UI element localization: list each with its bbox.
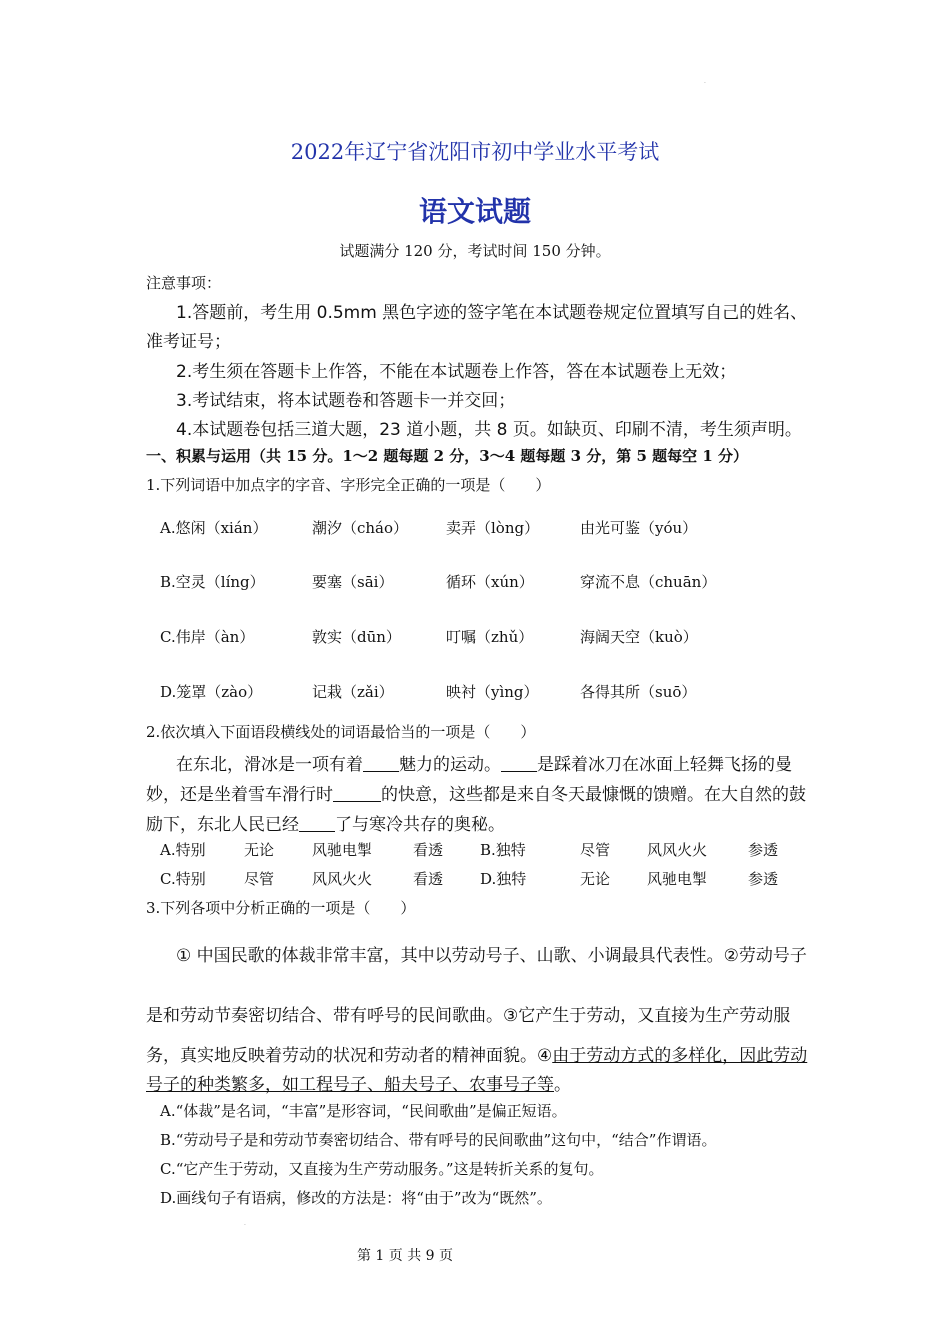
q3-stem: 3.下列各项中分析正确的一项是（ ） (146, 899, 416, 917)
q2-opt-a-3: 风驰电掣 (312, 841, 373, 859)
q2-stem: 2.依次填入下面语段横线处的词语最恰当的一项是（ ） (146, 723, 536, 741)
q3-underlined-sentence: 由于劳动方式的多样化，因此劳动 (552, 1046, 808, 1066)
q3-underlined-sentence: 号子的种类繁多，如工程号子、船夫号子、农事号子等 (146, 1075, 554, 1095)
q3-para-line-3 (146, 1041, 807, 1066)
q2-para-line-3 (146, 810, 505, 835)
q2-para-line-2 (146, 780, 806, 805)
q3-para-line-2: 是和劳动节奏密切结合、带有呼号的民间歌曲。③它产生于劳动，又直接为生产劳动服 (146, 1006, 791, 1026)
q3-para-line-1: ① 中国民歌的体裁非常丰富，其中以劳动号子、山歌、小调最具代表性。②劳动号子 (176, 946, 807, 966)
q1-option-c-2: 敦实（dūn） (312, 628, 401, 646)
q2-opt-b-2: 尽管 (580, 841, 611, 859)
fill-blank-3 (333, 785, 381, 802)
q2-opt-d-2: 无论 (580, 870, 611, 888)
q2-opt-a-1: A.特别 (160, 841, 206, 859)
fill-blank-2 (501, 755, 537, 772)
q1-option-d-2: 记栽（zǎi） (312, 683, 394, 701)
q2-text: 的快意，这些都是来自冬天最慷慨的馈赠。在大自然的鼓 (381, 785, 806, 805)
subject-title: 语文试题 (418, 195, 531, 228)
q3-option-a: A.“体裁”是名词，“丰富”是形容词，“民间歌曲”是偏正短语。 (160, 1102, 567, 1120)
section-heading: 一、积累与运用（共 15 分。1～2 题每题 2 分，3～4 题每题 3 分，第 5 题每空 1 分） (146, 447, 749, 465)
scan-speck: · (704, 80, 706, 87)
notice-item-3: 3.考试结束，将本试题卷和答题卡一并交回； (176, 391, 516, 411)
q1-option-c-1: C.伟岸（àn） (160, 628, 255, 646)
q2-opt-a-2: 无论 (244, 841, 275, 859)
q1-option-b-2: 要塞（sāi） (312, 573, 394, 591)
q2-opt-a-4: 看透 (413, 841, 444, 859)
notice-item-1-cont: 准考证号； (146, 332, 231, 352)
scan-speck: · (244, 1222, 246, 1229)
q1-option-c-3: 叮嘱（zhǔ） (446, 628, 534, 646)
notice-heading: 注意事项： (146, 274, 222, 292)
q1-option-a-4: 由光可鉴（yóu） (580, 519, 698, 537)
q1-option-a-1: A.悠闲（xián） (160, 519, 268, 537)
q2-opt-d-1: D.独特 (480, 870, 527, 888)
q2-opt-c-4: 看透 (413, 870, 444, 888)
q2-text: 是踩着冰刀在冰面上轻舞飞扬的曼 (537, 755, 792, 775)
q3-text: 务，真实地反映着劳动的状况和劳动者的精神面貌。④ (146, 1046, 553, 1066)
q2-opt-b-1: B.独特 (480, 841, 526, 859)
q2-opt-b-3: 风风火火 (647, 841, 708, 859)
q2-opt-c-2: 尽管 (244, 870, 275, 888)
q1-option-d-1: D.笼罩（zào） (160, 683, 263, 701)
q2-text: 魅力的运动。 (399, 755, 501, 775)
q2-opt-c-1: C.特别 (160, 870, 206, 888)
q2-para-line-1 (176, 750, 792, 775)
notice-item-1: 1.答题前，考生用 0.5mm 黑色字迹的签字笔在本试题卷规定位置填写自己的姓名、 (176, 303, 808, 323)
q2-opt-b-4: 参透 (748, 841, 779, 859)
page-footer: 第 1 页 共 9 页 (356, 1248, 454, 1264)
q2-opt-c-3: 风风火火 (312, 870, 373, 888)
q1-option-b-1: B.空灵（líng） (160, 573, 265, 591)
notice-item-4: 4.本试题卷包括三道大题，23 道小题，共 8 页。如缺页、印刷不清，考生须声明。 (176, 420, 802, 440)
q3-para-line-4 (146, 1070, 571, 1095)
q3-option-d: D.画线句子有语病，修改的方法是：将“由于”改为“既然”。 (160, 1189, 552, 1207)
q3-option-b: B.“劳动号子是和劳动节奏密切结合、带有呼号的民间歌曲”这句中，“结合”作谓语。 (160, 1131, 717, 1149)
fill-blank-4 (299, 815, 335, 832)
q1-option-a-2: 潮汐（cháo） (312, 519, 409, 537)
q2-text: 在东北，滑冰是一项有着 (176, 755, 363, 775)
q1-option-c-4: 海阔天空（kuò） (580, 628, 698, 646)
q2-text: 妙，还是坐着雪车滑行时 (146, 785, 333, 805)
q2-opt-d-4: 参透 (748, 870, 779, 888)
q1-stem: 1.下列词语中加点字的字音、字形完全正确的一项是（ ） (146, 476, 551, 494)
exam-title: 2022年辽宁省沈阳市初中学业水平考试 (290, 140, 660, 164)
q1-option-b-4: 穿流不息（chuān） (580, 573, 717, 591)
q2-opt-d-3: 风驰电掣 (647, 870, 708, 888)
notice-item-2: 2.考生须在答题卡上作答，不能在本试题卷上作答，答在本试题卷上无效； (176, 362, 737, 382)
q1-option-d-4: 各得其所（suō） (580, 683, 697, 701)
q3-text: 。 (554, 1075, 571, 1095)
fill-blank-1 (363, 755, 399, 772)
q2-text: 了与寒冷共存的奥秘。 (335, 815, 505, 835)
q1-option-b-3: 循环（xún） (446, 573, 534, 591)
q1-option-d-3: 映衬（yìng） (446, 683, 539, 701)
q2-text: 励下，东北人民已经 (146, 815, 299, 835)
exam-subtitle: 试题满分 120 分，考试时间 150 分钟。 (339, 242, 611, 260)
q1-option-a-3: 卖弄（lòng） (446, 519, 540, 537)
q3-option-c: C.“它产生于劳动，又直接为生产劳动服务。”这是转折关系的复句。 (160, 1160, 604, 1178)
